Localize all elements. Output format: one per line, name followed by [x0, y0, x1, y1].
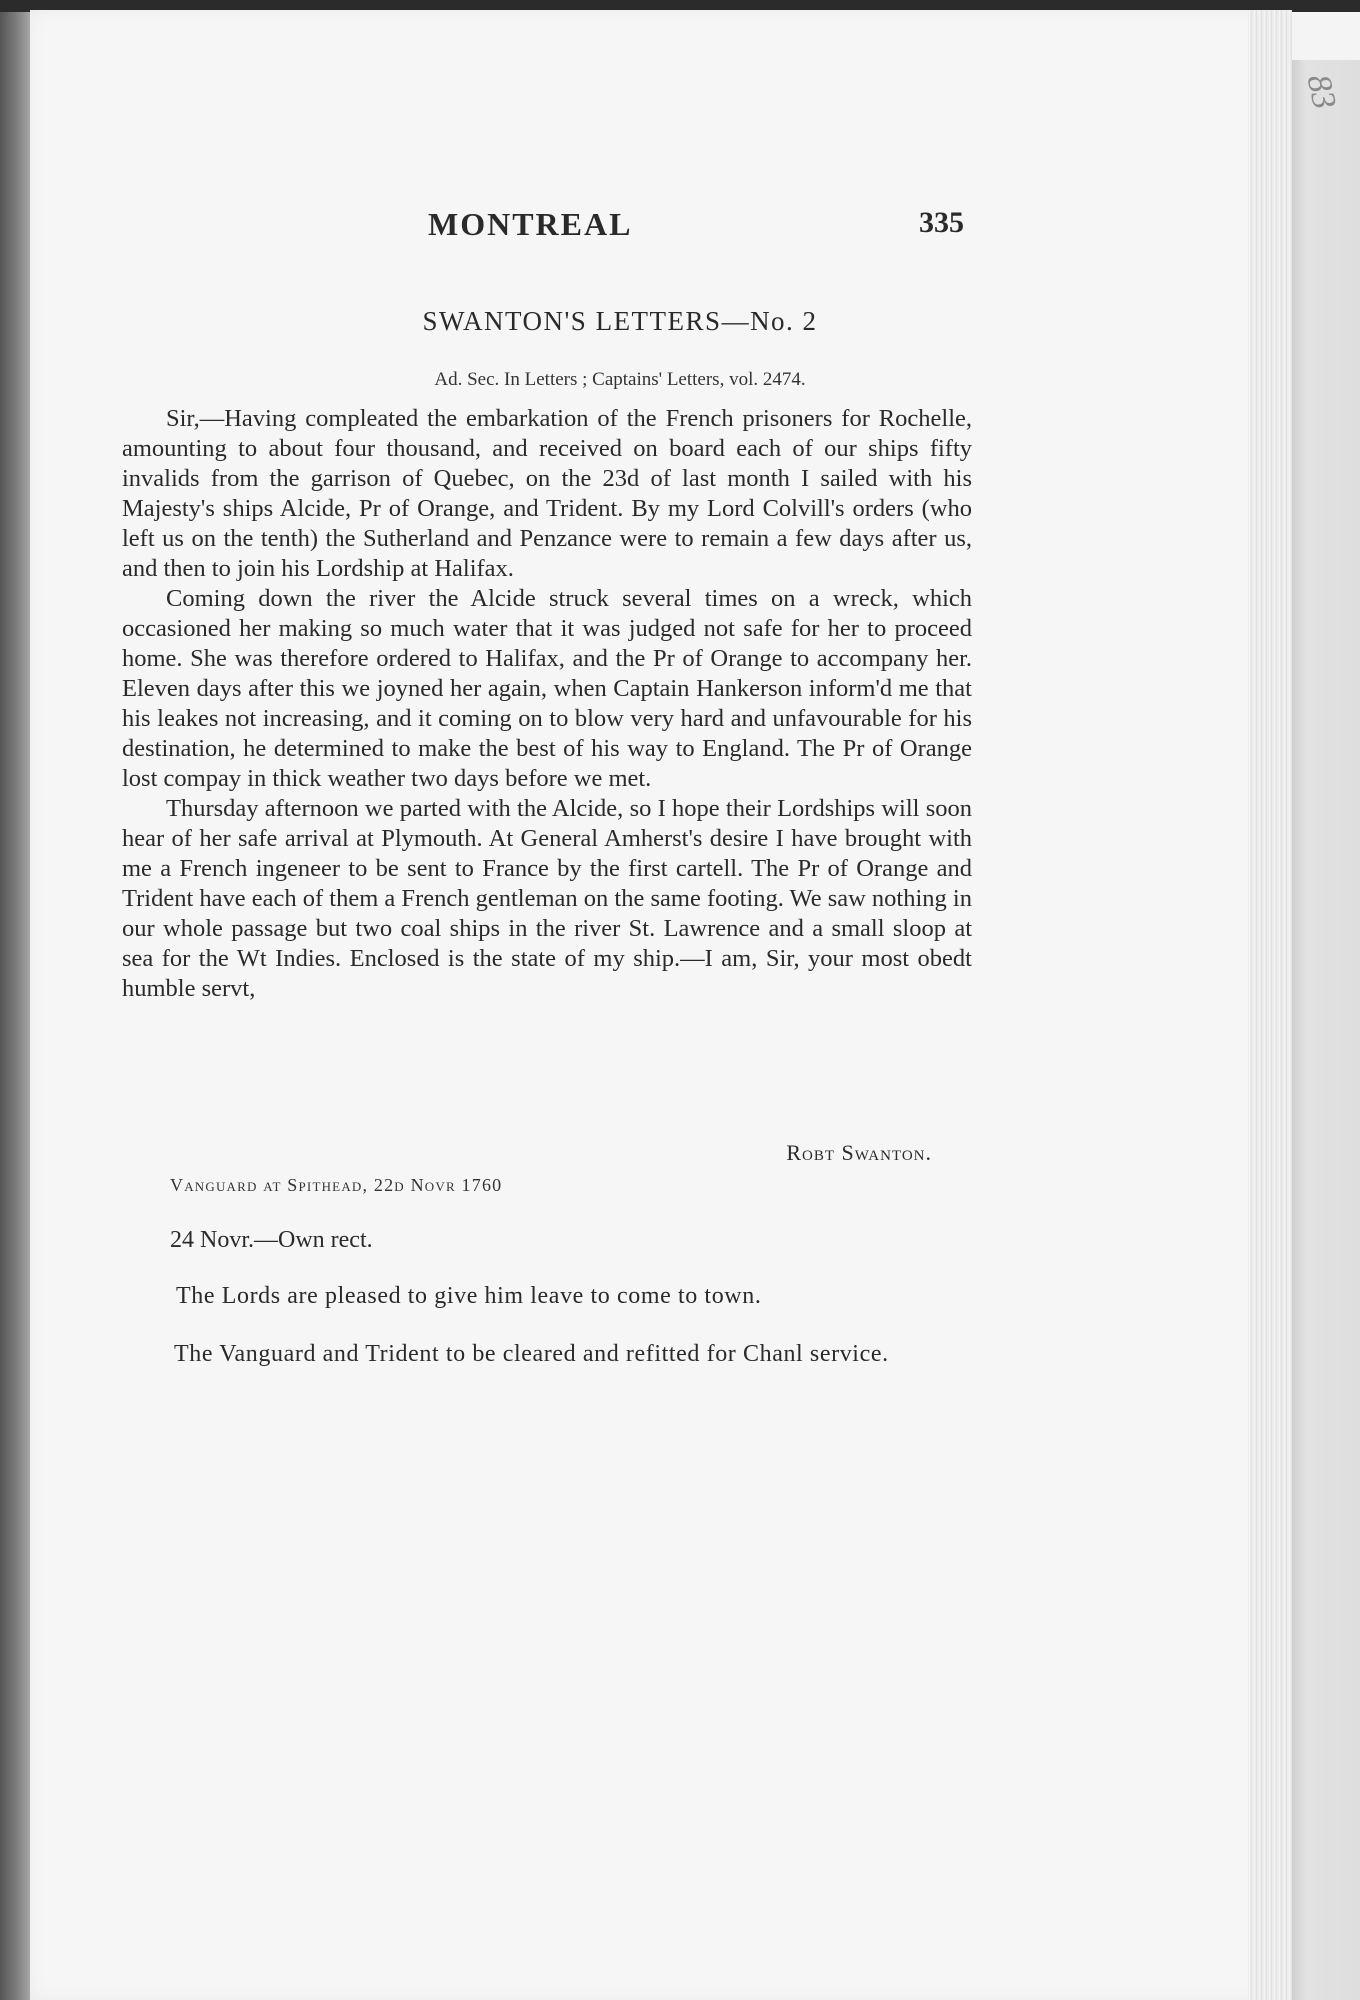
- next-page-edge: [1292, 60, 1360, 2000]
- signature: Robt Swanton.: [786, 1140, 932, 1165]
- paragraph: Thursday afternoon we parted with the Alcide, so I hope their Lordships will soon hear of her safe arrival at Plymouth. At General Amherst's desire I have brought with me a French ingeneer to be sent to France by the first cartell. The Pr of Orange and Trident have each of them a French gentleman on the same footing. We saw nothing in our whole passage but two coal ships in the river St. Lawrence and a small sloop at sea for the Wt Indies. Enclosed is the state of my ship.—I am, Sir, your most obedt humble servt,: [122, 795, 972, 1002]
- note-leave: The Lords are pleased to give him leave to come to town.: [176, 1283, 762, 1309]
- page-edges: [1248, 10, 1292, 2000]
- margin-mark: 83: [1299, 71, 1343, 113]
- note-refit: The Vanguard and Trident to be cleared and refitted for Chanl service.: [174, 1341, 889, 1367]
- dateline: Vanguard at Spithead, 22d Novr 1760: [170, 1175, 503, 1195]
- paragraph: Sir,—Having compleated the embarkation of the French prisoners for Rochelle, amounting to about four thousand, and received on board each of our ships fifty invalids from the garrison of Quebec, on the 23d of last month I sailed with his Majesty's ships Alcide, Pr of Orange, and Trident. By my Lord Colvill's orders (who left us on the tenth) the Sutherland and Penzance were to remain a few days after us, and then to join his Lordship at Halifax.: [122, 405, 972, 582]
- source-citation: Ad. Sec. In Letters ; Captains' Letters, vol. 2474.: [434, 369, 806, 390]
- letter-body: [122, 404, 972, 1004]
- running-head: [428, 206, 978, 250]
- section-heading: SWANTON'S LETTERS—No. 2: [422, 306, 818, 336]
- note-receipt: 24 Novr.—Own rect.: [170, 1227, 373, 1253]
- running-head-title: MONTREAL: [428, 206, 633, 242]
- page-number: 335: [919, 206, 964, 239]
- paragraph: Coming down the river the Alcide struck several times on a wreck, which occasioned her making so much water that it was judged not safe for her to proceed home. She was therefore ordered to Halifax, and the Pr of Orange to accompany her. Eleven days after this we joyned her again, when Captain Hankerson inform'd me that his leakes not increasing, and it coming on to blow very hard and unfavourable for his destination, he determined to make the best of his way to England. The Pr of Orange lost compay in thick weather two days before we met.: [122, 585, 972, 792]
